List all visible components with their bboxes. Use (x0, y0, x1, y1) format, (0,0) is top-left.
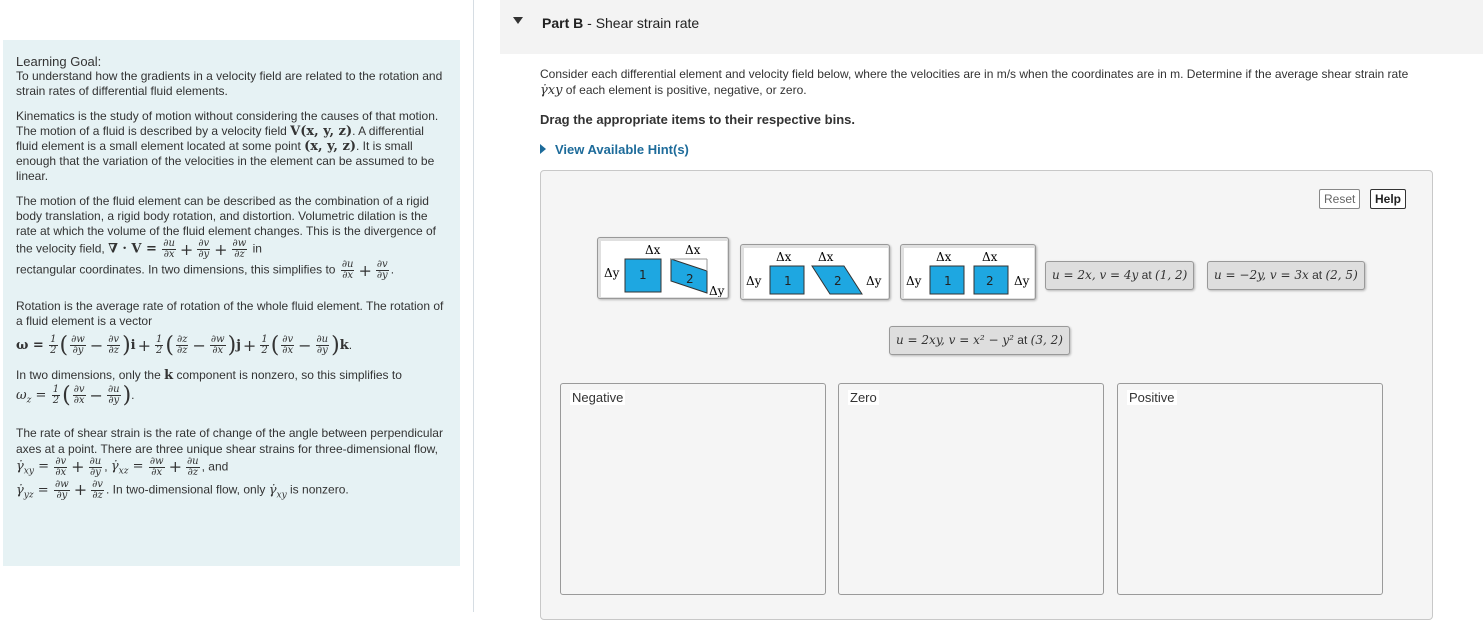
divergence-formula: ∇ · V = (108, 241, 157, 257)
shear-rate-symbol: γ̇xy (540, 83, 563, 98)
part-title-text: Shear strain rate (595, 15, 700, 31)
dy-label: Δy (906, 274, 922, 288)
point-symbol: (x, y, z) (304, 139, 357, 154)
bin-positive[interactable] (1117, 383, 1383, 595)
dy-label: Δy (709, 284, 725, 297)
item-2-at: at (1312, 268, 1323, 282)
question-text-2: of each element is positive, negative, or zero. (565, 83, 807, 97)
velocity-field-item-2[interactable] (1207, 261, 1365, 290)
element-tile-2[interactable] (740, 244, 890, 300)
drag-instruction: Drag the appropriate items to their respective bins. (540, 112, 855, 127)
dx-label: Δx (982, 250, 998, 264)
bin-negative-label: Negative (572, 390, 624, 405)
item-3-field: u = 2xy, v = x² − y² (896, 333, 1014, 347)
bin-zero-label: Zero (850, 390, 877, 405)
shear-text-2: . In two-dimensional flow, only (105, 482, 266, 497)
state-2-label: 2 (686, 272, 694, 286)
frac-dv-dy-2d: $\frac{\partial v}{\partial y}$ (376, 259, 388, 281)
state-2-label: 2 (834, 274, 842, 288)
reset-button[interactable]: Reset (1319, 189, 1360, 209)
collapse-arrow-icon[interactable] (513, 17, 523, 24)
dy-label: Δy (746, 274, 762, 288)
item-1-field: u = 2x, v = 4y (1052, 268, 1139, 282)
motion-text-1: The motion of the fluid element can be described as the combination of a rigid body translation, a rigid body rotation, and distortion. Volumetric dilation is the rate at which the volume of the fluid element changes. This is the divergence of the velocity field, (16, 194, 437, 256)
element-diagram-3 (904, 248, 1034, 298)
bin-negative[interactable] (560, 383, 826, 595)
motion-paragraph: The motion of the fluid element can be described as the combination of a rigid body translation, a rigid body rotation, and distortion. Volumetric dilation is the rate at which the volume of the fluid element changes. This is the divergence of the velocity field, ∇ · V = $\frac{\partial u}{\partial x}$ + $\frac{\partial v}{\partial y}$ + $\frac{\partial w}{\partial z}$ in rectangular coordinates. In two dimensions, this simplifies to $\frac{\partial u}{\partial x}$ + $\frac{\partial v}{\partial y}$ . (16, 194, 437, 281)
rotation-vector-formula: ω = $\frac{1}{2}$ ( $\frac{\partial w}{\partial y}$ − $\frac{\partial v}{\partial z}$ )i + $\frac{1}{2}$ ( $\frac{\partial z}{\partial z}$ − $\frac{\partial w}{\partial x}$ )j + $\frac{1}{2}$ ( $\frac{\partial v}{\partial x}$ − $\frac{\partial u}{\partial y}$ )k. (16, 332, 353, 358)
bin-positive-label: Positive (1129, 390, 1175, 405)
rotation-text-2b: component is nonzero, so this simplifies to (176, 368, 402, 382)
dy-label: Δy (866, 274, 882, 288)
kinematics-text-2: . A differential fluid element is a small element located at some point (16, 124, 424, 153)
frac-dv-dy: $\frac{\partial v}{\partial y}$ (198, 238, 210, 260)
dx-label: Δx (776, 250, 792, 264)
item-2-point: (2, 5) (1325, 268, 1358, 282)
rotation-z-formula: $\omega_z$ = $\frac{1}{2}$ ( $\frac{\partial v}{\partial x}$ − $\frac{\partial u}{\partial y}$ ). (16, 382, 135, 408)
kinematics-text-1: Kinematics is the study of motion without considering the causes of that motion. The motion of a fluid is described by a velocity field (16, 109, 439, 138)
velocity-field-item-1[interactable] (1045, 261, 1194, 290)
motion-text-2: rectangular coordinates. In two dimensions, this simplifies to (16, 262, 336, 277)
velocity-field-item-3[interactable] (889, 326, 1070, 355)
hint-label: View Available Hint(s) (555, 142, 689, 157)
item-1-at: at (1141, 268, 1152, 282)
part-title: Part B - Shear strain rate (542, 15, 700, 31)
dx-label: Δx (685, 243, 701, 257)
view-hints-link[interactable] (540, 142, 689, 157)
motion-in-text: in (252, 241, 262, 256)
part-label: Part B (542, 15, 584, 31)
dx-label: Δx (936, 250, 952, 264)
rotation-text-1: Rotation is the average rate of rotation of the whole fluid element. The rotation of a fluid element is a vector (16, 299, 444, 328)
element-diagram-2 (744, 248, 888, 298)
dy-label: Δy (604, 266, 620, 280)
frac-du-dx-2d: $\frac{\partial u}{\partial x}$ (341, 259, 354, 281)
item-1-point: (1, 2) (1155, 268, 1188, 282)
element-tile-1[interactable] (597, 237, 729, 299)
shear-paragraph: The rate of shear strain is the rate of change of the angle between perpendicular axes at a point. There are three unique shear strains for three-dimensional flow, $\gammȧ_{xy}$ = $\frac{\partial v}{\partial x}$ + $\frac{\partial u}{\partial y}$ , $\gammȧ_{xz}$ = $\frac{\partial w}{\partial x}$ + $\frac{\partial u}{\partial z}$ , and $\gammȧ_{yz}$ = $\frac{\partial w}{\partial y}$ + $\frac{\partial v}{\partial z}$ . In two-dimensional flow, only $\gammȧ_{xy}$ is nonzero. (16, 425, 443, 501)
dy-label: Δy (1014, 274, 1030, 288)
caret-right-icon (540, 144, 546, 154)
dx-label: Δx (645, 243, 661, 257)
learning-goal-title: Learning Goal: (16, 54, 102, 69)
bin-zero[interactable] (838, 383, 1104, 595)
frac-dw-dz: $\frac{\partial w}{\partial z}$ (232, 238, 247, 260)
element-diagram-1 (601, 241, 727, 297)
help-button[interactable]: Help (1370, 189, 1406, 209)
rotation-2d-paragraph: In two dimensions, only the k component is nonzero, so this simplifies to (16, 368, 402, 383)
item-3-at: at (1017, 333, 1028, 347)
shear-text-3: is nonzero. (290, 482, 349, 497)
state-1-label: 1 (944, 274, 952, 288)
dx-label: Δx (818, 250, 834, 264)
state-2-label: 2 (986, 274, 994, 288)
learning-goal-panel (3, 40, 460, 566)
part-b-header[interactable] (500, 0, 1483, 54)
question-text-1: Consider each differential element and velocity field below, where the velocities are in m/s when the coordinates are in m. Determine if the average shear strain rate (540, 67, 1409, 81)
kinematics-text-3: . It is small enough that the variation of the velocities in the element can be assumed to be linear. (16, 139, 435, 183)
item-2-field: u = −2y, v = 3x (1214, 268, 1309, 282)
item-3-point: (3, 2) (1030, 333, 1063, 347)
kinematics-paragraph (16, 109, 447, 184)
learning-goal-intro: To understand how the gradients in a velocity field are related to the rotation and strain rates of differential fluid elements. (16, 69, 443, 98)
velocity-field-symbol: V(x, y, z) (290, 124, 353, 139)
element-tile-3[interactable] (900, 244, 1036, 300)
question-text (540, 66, 1480, 99)
rotation-paragraph (16, 299, 447, 329)
shear-text-1: The rate of shear strain is the rate of change of the angle between perpendicular axes at a point. There are three unique shear strains for three-dimensional flow, (16, 425, 443, 456)
frac-du-dx: $\frac{\partial u}{\partial x}$ (163, 238, 175, 260)
state-1-label: 1 (639, 268, 647, 282)
panel-divider (473, 0, 474, 612)
rotation-text-2a: In two dimensions, only the (16, 368, 161, 382)
state-1-label: 1 (784, 274, 792, 288)
shear-and-text: , and (201, 459, 229, 474)
